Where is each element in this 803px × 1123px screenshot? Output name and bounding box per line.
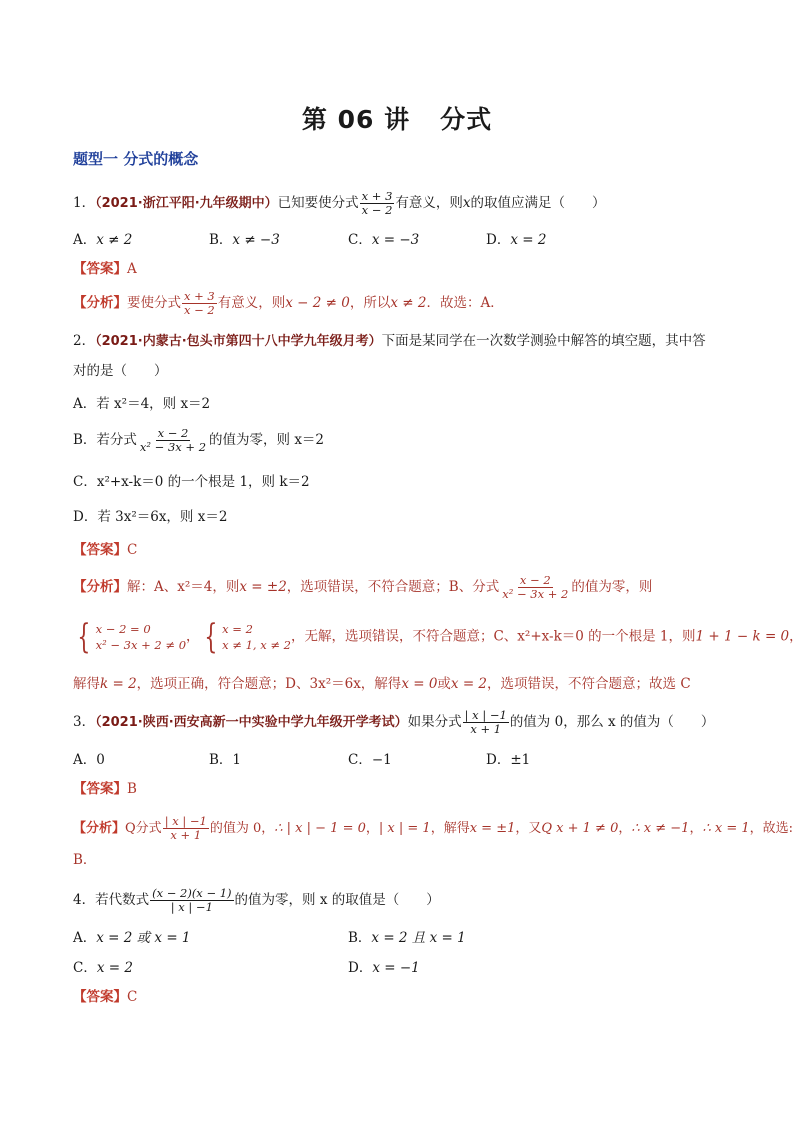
system-row: x − 2 = 0 (95, 622, 151, 636)
option-b (73, 427, 324, 454)
math-expression: k = 2 (100, 676, 137, 692)
analysis-1 (73, 290, 504, 317)
fraction-denominator: x² − 3x + 2 (502, 587, 569, 601)
option-label: C． (73, 960, 97, 976)
fraction (182, 290, 217, 317)
analysis-text: ，无解，选项错误，不符合题意；C、x²+x-k＝0 的一个根是 1，则 (290, 628, 696, 645)
option-b (348, 926, 466, 946)
stem-text: 的值为零，则 x 的取值是（ ） (234, 892, 440, 908)
analysis-text: ．故选：A． (426, 295, 504, 311)
question-1-stem (73, 190, 606, 217)
math-expression: 1 + 1 − k = 0 (695, 628, 790, 645)
option-label: D． (348, 960, 373, 976)
system-row: x = 2 (222, 622, 253, 636)
stem-text: 若代数式 (95, 892, 150, 908)
option-c (348, 228, 419, 248)
analysis-text: 的值为零，则 (571, 579, 653, 595)
answer-2 (73, 540, 137, 560)
analysis-text: 解得 (73, 676, 100, 692)
analysis-text: ， (618, 821, 632, 836)
question-source: （2021·内蒙古·包头市第四十八中学九年级月考） (95, 334, 382, 349)
stem-text: 如果分式 (407, 714, 462, 730)
math-expression: x − 2 ≠ 0 (285, 295, 350, 311)
analysis-2-line-2 (73, 617, 803, 657)
analysis-text: ，所以 (349, 295, 391, 311)
math-expression: | x | = 1 (378, 821, 431, 836)
analysis-text: ， (365, 821, 379, 836)
analysis-3 (73, 815, 793, 842)
fraction-denominator: x + 1 (470, 722, 502, 736)
option-c: C．−1 (348, 752, 392, 768)
lecture-number: 第 06 讲 (301, 105, 411, 134)
option-a (73, 228, 132, 248)
option-b (209, 228, 280, 248)
analysis-3-tail: B． (73, 852, 97, 868)
analysis-text: ，又 (515, 821, 542, 836)
fraction-numerator: x + 3 (361, 189, 393, 203)
equation-system (73, 617, 187, 657)
answer-label: 【答案】 (73, 781, 127, 797)
analysis-text: 有意义，则 (217, 295, 286, 311)
question-source: （2021·陕西·西安高新一中实验中学九年级开学考试） (95, 715, 408, 730)
analysis-2-line-3 (73, 674, 691, 694)
fraction (138, 427, 208, 454)
option-c (73, 956, 133, 976)
option-a: A．若 x²＝4，则 x＝2 (73, 396, 211, 412)
question-number: 2． (73, 333, 96, 349)
stem-text: 的值为 0，那么 x 的值为（ ） (509, 714, 715, 730)
option-text: B．若分式 (73, 432, 137, 448)
variable: x (462, 195, 471, 211)
analysis-text: ，故选: (749, 821, 794, 836)
fraction (360, 190, 395, 217)
answer-1 (73, 259, 137, 279)
analysis-label: 【分析】 (73, 295, 127, 311)
answer-3 (73, 779, 137, 799)
math-expression: ∴ | x | − 1 = 0 (274, 821, 366, 836)
lecture-topic: 分式 (440, 105, 493, 134)
option-text: 的值为零，则 x＝2 (209, 432, 325, 448)
option-label: A． (73, 232, 97, 248)
fraction (163, 815, 209, 842)
stem-text: 下面是某同学在一次数学测验中解答的填空题，其中答 (381, 333, 706, 349)
fraction-denominator: x + 1 (170, 828, 202, 842)
stem-text: 已知要使分式 (277, 195, 359, 211)
fraction (150, 887, 233, 914)
analysis-text: ，选项错误，不符合题意；B、分式 (286, 579, 500, 595)
analysis-2-line-1 (73, 574, 652, 601)
answer-label: 【答案】 (73, 989, 127, 1005)
analysis-text: 要使分式 (127, 295, 181, 311)
fraction-denominator: | x | −1 (170, 900, 213, 914)
option-d: D．若 3x²＝6x，则 x＝2 (73, 509, 228, 525)
analysis-text: ，选项正确，符合题意；D、3x²＝6x，解得 (136, 676, 402, 692)
analysis-text: 解：A、x²＝4，则 (127, 579, 240, 595)
option-value: x = −1 (372, 960, 420, 976)
analysis-text: ， (186, 628, 200, 645)
fraction-denominator: x − 2 (361, 203, 393, 217)
math-expression: x = ±2 (239, 579, 287, 595)
question-2-stem-cont: 对的是（ ） (73, 363, 168, 379)
question-4-stem (73, 887, 440, 914)
equation-system (200, 617, 291, 657)
option-value: x = −3 (371, 232, 420, 248)
option-label: A． (73, 930, 97, 946)
option-a (73, 926, 191, 946)
analysis-label: 【分析】 (73, 579, 127, 595)
answer-4 (73, 987, 137, 1007)
fraction-numerator: x − 2 (157, 426, 189, 440)
option-value: x = 2 (96, 960, 133, 976)
analysis-text: 或 (437, 676, 451, 692)
analysis-text: Q分式 (125, 821, 162, 836)
option-value: x ≠ −3 (232, 232, 280, 248)
math-expression: x = 0 (401, 676, 438, 692)
system-row: x ≠ 1, x ≠ 2 (222, 638, 291, 652)
fraction-numerator: x − 2 (519, 573, 551, 587)
system-rows (96, 621, 186, 653)
answer-value: A (127, 261, 137, 277)
analysis-text: ，解得 (430, 821, 470, 836)
math-expression: ∴ x = 1 (702, 821, 750, 836)
question-number: 3． (73, 714, 96, 730)
analysis-text: 的值为 0， (209, 821, 275, 836)
option-d: D．±1 (486, 752, 531, 768)
option-a: A．0 (73, 752, 105, 768)
math-expression: x ≠ 2 (390, 295, 427, 311)
math-expression: ∴ x ≠ −1 (631, 821, 690, 836)
option-value: x ≠ 2 (96, 232, 133, 248)
section-heading: 题型一 分式的概念 (73, 150, 199, 168)
option-value: x = 2 且 x = 1 (371, 930, 466, 946)
stem-text: 的取值应满足（ ） (470, 195, 606, 211)
question-source: （2021·浙江平阳·九年级期中） (95, 196, 278, 211)
analysis-text: ， (689, 821, 703, 836)
answer-value: C (127, 989, 138, 1005)
option-c: C．x²+x-k＝0 的一个根是 1，则 k＝2 (73, 474, 310, 490)
fraction-denominator: x² − 3x + 2 (139, 440, 207, 454)
option-label: B． (348, 930, 372, 946)
question-number: 1． (73, 195, 96, 211)
answer-value: B (127, 781, 137, 797)
math-expression: x = ±1 (469, 821, 516, 836)
system-row: x² − 3x + 2 ≠ 0 (95, 638, 187, 652)
option-b: B．1 (209, 752, 242, 768)
analysis-text: ，选项错误，不符合题意；故选 C (487, 676, 691, 692)
fraction-numerator: x + 3 (184, 289, 215, 303)
fraction-numerator: | x | −1 (464, 708, 507, 722)
brace-symbol: { (77, 617, 91, 657)
stem-text: 有意义，则 (395, 195, 463, 211)
math-expression: Q x + 1 ≠ 0 (541, 821, 619, 836)
answer-label: 【答案】 (73, 542, 127, 558)
analysis-text: ， (789, 628, 803, 645)
fraction-numerator: | x | −1 (164, 814, 207, 828)
option-d (348, 956, 420, 976)
option-d (486, 228, 546, 248)
option-value: x = 2 (510, 232, 547, 248)
option-label: D． (486, 232, 511, 248)
question-3-stem (73, 709, 714, 736)
fraction-denominator: x − 2 (184, 303, 215, 317)
answer-label: 【答案】 (73, 261, 127, 277)
fraction-numerator: (x − 2)(x − 1) (152, 886, 232, 900)
answer-value: C (127, 542, 138, 558)
system-rows (222, 621, 291, 653)
question-number: 4． (73, 892, 96, 908)
option-label: C． (348, 232, 372, 248)
page-title (0, 100, 794, 136)
brace-symbol: { (203, 617, 217, 657)
question-2-stem (73, 331, 706, 352)
fraction (500, 574, 570, 601)
option-value: x = 2 或 x = 1 (96, 930, 191, 946)
option-label: B． (209, 232, 233, 248)
analysis-label: 【分析】 (73, 821, 126, 836)
fraction (463, 709, 509, 736)
math-expression: x = 2 (450, 676, 488, 692)
